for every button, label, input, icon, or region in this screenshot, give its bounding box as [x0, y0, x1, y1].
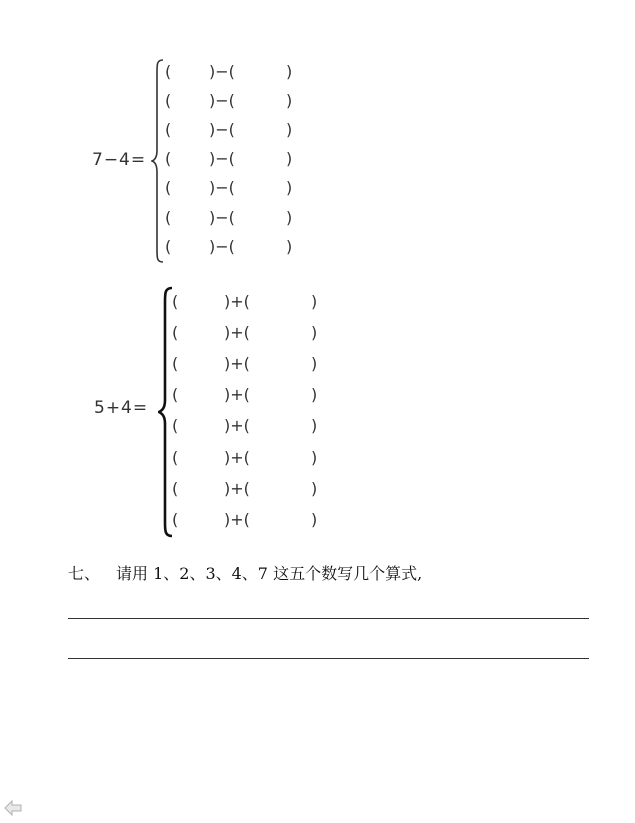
blank-row — [172, 385, 323, 405]
operator: )−( — [209, 207, 235, 227]
answer-line[interactable] — [68, 658, 589, 659]
blank-row — [172, 354, 323, 374]
operator: )−( — [209, 178, 235, 198]
question-number: 七、 — [68, 564, 101, 583]
open-paren[interactable]: ( — [165, 207, 172, 227]
blank-row — [165, 178, 298, 198]
close-paren[interactable]: ) — [311, 323, 318, 343]
close-paren[interactable]: ) — [286, 91, 293, 111]
answer-line[interactable] — [68, 618, 589, 619]
blank-row — [165, 208, 298, 228]
close-paren[interactable]: ) — [286, 236, 293, 256]
close-paren[interactable]: ) — [311, 416, 318, 436]
question-7 — [68, 561, 422, 584]
blank-row — [172, 323, 323, 343]
blank-row — [172, 416, 323, 436]
close-paren[interactable]: ) — [311, 447, 318, 467]
blank-row — [165, 149, 298, 169]
open-paren[interactable]: ( — [172, 509, 179, 529]
open-paren[interactable]: ( — [165, 149, 172, 169]
close-paren[interactable]: ) — [311, 385, 318, 405]
operator: )+( — [224, 416, 250, 436]
open-paren[interactable]: ( — [172, 447, 179, 467]
close-paren[interactable]: ) — [311, 292, 318, 311]
operator: )−( — [209, 91, 235, 111]
operator: )+( — [224, 509, 250, 529]
open-paren[interactable]: ( — [172, 354, 179, 374]
open-paren[interactable]: ( — [165, 62, 172, 81]
expression-5-plus-4: 5+4= — [94, 398, 149, 418]
left-brace — [151, 58, 165, 264]
open-paren[interactable]: ( — [165, 91, 172, 111]
question-text: 请用 1、2、3、4、7 这五个数写几个算式, — [116, 564, 423, 583]
operator: )+( — [224, 447, 250, 467]
operator: )−( — [209, 62, 235, 81]
operator: )−( — [209, 236, 235, 256]
blank-row — [165, 91, 298, 111]
open-paren[interactable]: ( — [165, 120, 172, 140]
open-paren[interactable]: ( — [172, 385, 179, 405]
expression-7-minus-4: 7−4= — [92, 150, 147, 170]
operator: )−( — [209, 149, 235, 169]
blank-row — [172, 479, 323, 499]
operator: )−( — [209, 120, 235, 140]
close-paren[interactable]: ) — [286, 207, 293, 227]
blank-row — [165, 62, 298, 82]
open-paren[interactable]: ( — [172, 292, 179, 311]
close-paren[interactable]: ) — [286, 120, 293, 140]
blank-row — [172, 292, 323, 312]
operator: )+( — [224, 385, 250, 405]
open-paren[interactable]: ( — [165, 178, 172, 198]
close-paren[interactable]: ) — [311, 478, 318, 498]
close-paren[interactable]: ) — [311, 509, 318, 529]
close-paren[interactable]: ) — [311, 354, 318, 374]
operator: )+( — [224, 354, 250, 374]
operator: )+( — [224, 292, 250, 311]
open-paren[interactable]: ( — [172, 478, 179, 498]
close-paren[interactable]: ) — [286, 149, 293, 169]
open-paren[interactable]: ( — [172, 323, 179, 343]
open-paren[interactable]: ( — [165, 236, 172, 256]
operator: )+( — [224, 323, 250, 343]
blank-row — [165, 120, 298, 140]
blank-row — [165, 237, 298, 257]
back-arrow-icon[interactable] — [4, 800, 22, 816]
close-paren[interactable]: ) — [286, 62, 293, 81]
operator: )+( — [224, 478, 250, 498]
blank-row — [172, 448, 323, 468]
blank-row — [172, 510, 323, 530]
close-paren[interactable]: ) — [286, 178, 293, 198]
open-paren[interactable]: ( — [172, 416, 179, 436]
